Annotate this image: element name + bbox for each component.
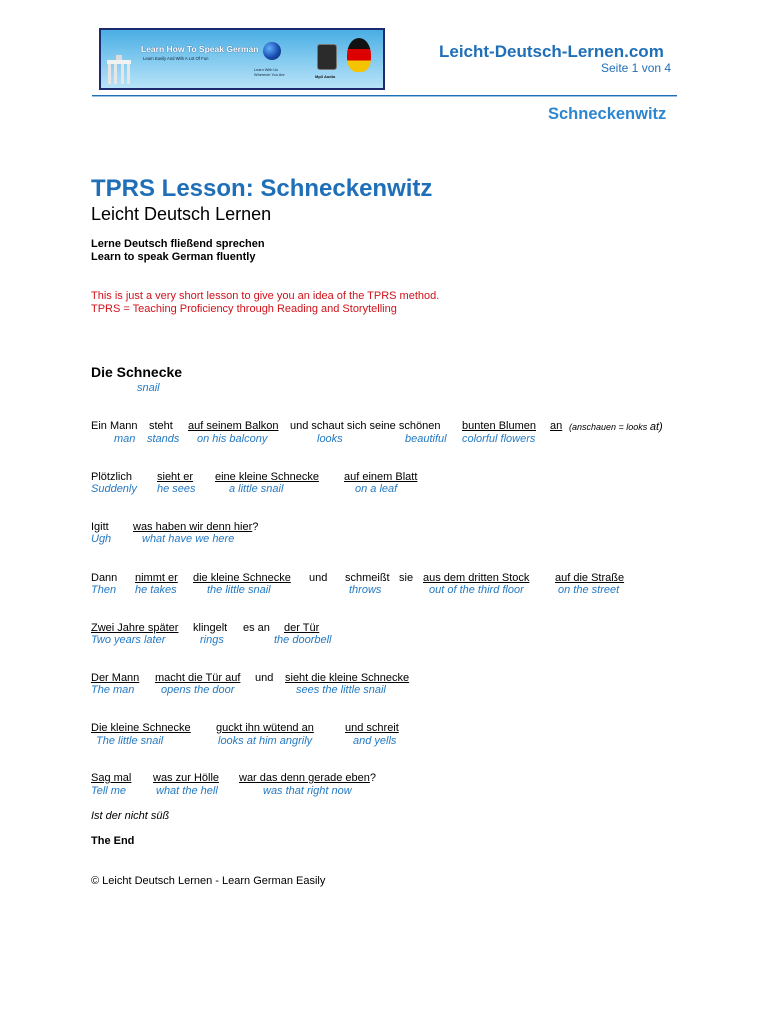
banner-tagline: Learn Easily And With A Lot Of Fun <box>143 56 209 61</box>
lesson-title: TPRS Lesson: Schneckenwitz <box>91 175 433 202</box>
german-phrase: und schaut sich seine schönen <box>290 420 441 432</box>
grammar-note: (anschauen = looks at) <box>569 421 663 433</box>
german-phrase: Der Mann <box>91 672 140 684</box>
german-phrase: eine kleine Schnecke <box>215 471 319 483</box>
german-phrase: sie <box>399 572 414 584</box>
german-phrase: sieht die kleine Schnecke <box>285 672 410 684</box>
german-phrase: Igitt <box>91 521 109 533</box>
german-phrase: Dann <box>91 572 118 584</box>
english-translation: on his balcony <box>197 433 268 445</box>
english-translation: out of the third floor <box>429 584 524 596</box>
english-translation: Two years later <box>91 634 166 646</box>
english-translation: Tell me <box>91 785 127 797</box>
brandenburg-gate-icon <box>107 54 131 84</box>
intro-text-1: This is just a very short lesson to give you an idea of the TPRS method. <box>91 290 440 302</box>
german-phrase: steht <box>149 420 173 432</box>
page-indicator: Seite 1 von 4 <box>601 61 672 75</box>
english-translation: The man <box>91 684 135 696</box>
english-translation: looks <box>317 433 343 445</box>
german-phrase: auf einem Blatt <box>344 471 418 483</box>
english-translation: was that right now <box>263 785 352 797</box>
german-phrase: guckt ihn wütend an <box>216 722 314 734</box>
english-translation: what have we here <box>142 533 235 545</box>
english-translation: colorful flowers <box>462 433 536 445</box>
german-phrase: und <box>255 672 274 684</box>
german-flag-icon <box>347 38 371 72</box>
english-translation: and yells <box>353 735 397 747</box>
english-translation: he takes <box>135 584 177 596</box>
english-translation: he sees <box>157 483 196 495</box>
english-translation: Ugh <box>91 533 112 545</box>
german-phrase: sieht er <box>157 471 194 483</box>
intro-text-2: TPRS = Teaching Proficiency through Reading and Storytelling <box>91 303 397 315</box>
german-phrase: Ein Mann <box>91 420 138 432</box>
english-translation: beautiful <box>405 433 447 445</box>
german-phrase: an <box>550 420 563 432</box>
german-phrase: Plötzlich <box>91 471 132 483</box>
english-translation: throws <box>349 584 382 596</box>
german-phrase: was zur Hölle <box>153 772 220 784</box>
lesson-subtitle: Leicht Deutsch Lernen <box>91 204 272 224</box>
english-translation: Suddenly <box>91 483 137 495</box>
english-translation: sees the little snail <box>296 684 386 696</box>
english-translation: looks at him angrily <box>218 735 313 747</box>
banner-title: Learn How To Speak German <box>141 44 259 54</box>
site-title: Leicht-Deutsch-Lernen.com <box>439 42 664 61</box>
globe-icon <box>263 42 281 60</box>
german-phrase: was haben wir denn hier? <box>133 521 259 533</box>
german-phrase: aus dem dritten Stock <box>423 572 530 584</box>
english-translation: opens the door <box>161 684 235 696</box>
header-divider <box>92 95 677 97</box>
german-phrase: klingelt <box>193 622 228 634</box>
story-title-translation: snail <box>137 382 160 394</box>
story-title: Die Schnecke <box>91 364 183 380</box>
closing-line: Ist der nicht süß <box>91 810 170 822</box>
english-translation: the little snail <box>207 584 271 596</box>
german-phrase: es an <box>243 622 270 634</box>
german-phrase: schmeißt <box>345 572 390 584</box>
german-phrase: und <box>309 572 328 584</box>
english-translation: a little snail <box>229 483 284 495</box>
german-phrase: bunten Blumen <box>462 420 536 432</box>
banner-globe-caption: Learn With Us Wherever You Are <box>254 68 285 77</box>
german-phrase: nimmt er <box>135 572 178 584</box>
copyright-footer: © Leicht Deutsch Lernen - Learn German Easily <box>91 875 326 887</box>
english-translation: stands <box>147 433 180 445</box>
tagline-english: Learn to speak German fluently <box>91 251 256 263</box>
german-phrase: Sag mal <box>91 772 132 784</box>
mp3-player-icon <box>317 44 337 70</box>
section-title: Schneckenwitz <box>548 105 667 123</box>
english-translation: on the street <box>558 584 620 596</box>
the-end-label: The End <box>91 835 135 847</box>
tagline-german: Lerne Deutsch fließend sprechen <box>91 238 265 250</box>
english-translation: rings <box>200 634 224 646</box>
german-phrase: und schreit <box>345 722 399 734</box>
english-translation: on a leaf <box>355 483 398 495</box>
german-phrase: Die kleine Schnecke <box>91 722 191 734</box>
german-phrase: der Tür <box>284 622 320 634</box>
english-translation: the doorbell <box>274 634 332 646</box>
english-translation: what the hell <box>156 785 218 797</box>
german-phrase: auf seinem Balkon <box>188 420 279 432</box>
german-phrase: war das denn gerade eben? <box>239 772 377 784</box>
german-phrase: Zwei Jahre später <box>91 622 179 634</box>
english-translation: man <box>114 433 136 445</box>
german-phrase: auf die Straße <box>555 572 625 584</box>
german-phrase: die kleine Schnecke <box>193 572 291 584</box>
english-translation: Then <box>91 584 117 596</box>
header-banner-image <box>99 28 385 90</box>
german-phrase: macht die Tür auf <box>155 672 241 684</box>
banner-mp3-label: Mp3 Audio <box>315 74 336 79</box>
english-translation: The little snail <box>96 735 164 747</box>
